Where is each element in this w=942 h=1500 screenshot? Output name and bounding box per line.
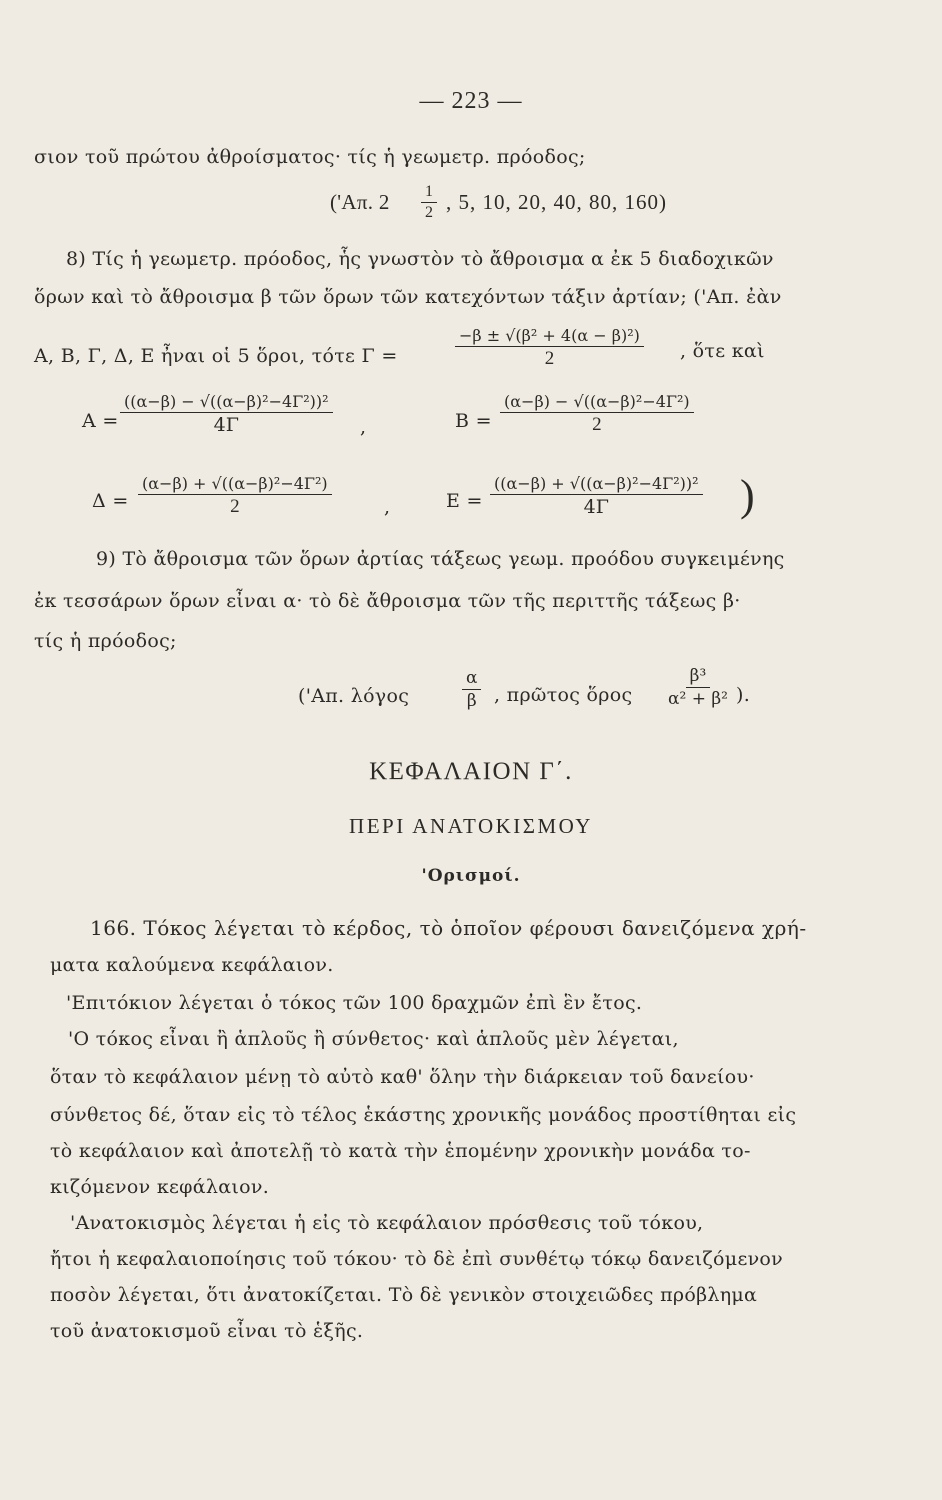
problem-8-line-end: , ὅτε καὶ	[680, 340, 765, 362]
formula-denominator: 2	[544, 348, 555, 369]
formula-d	[138, 474, 332, 518]
fraction-denominator: α² + β²	[668, 689, 728, 709]
formula-a	[120, 392, 333, 436]
closing-parenthesis: )	[740, 471, 755, 520]
paragraph-line: ματα καλούμενα κεφάλαιον.	[50, 954, 334, 976]
answer-9-prefix: ('Απ. λόγος	[298, 685, 410, 707]
formula-b	[500, 392, 694, 436]
formula-numerator: −β ± √(β² + 4(α − β)²)	[455, 326, 644, 347]
chapter-subtitle: ΠΕΡΙ ΑΝΑΤΟΚΙΣΜΟΥ	[349, 814, 593, 838]
page-number: — 223 —	[419, 88, 523, 114]
fraction-numerator: 1	[421, 183, 437, 203]
chapter-title: ΚΕΦΑΛΑΙΟΝ Γ΄.	[369, 758, 573, 785]
formula-numerator: (α−β) − √((α−β)²−4Γ²)	[500, 392, 694, 413]
paragraph-line: τὸ κεφάλαιον καὶ ἀποτελῇ τὸ κατὰ τὴν ἑπομένην χρονικὴν μονάδα το-	[50, 1140, 751, 1162]
formula-denominator: 4Γ	[583, 496, 609, 518]
paragraph-line: τοῦ ἀνατοκισμοῦ εἶναι τὸ ἑξῆς.	[50, 1320, 364, 1342]
formula-label-a: Α =	[82, 410, 119, 432]
problem-9-line: ἐκ τεσσάρων ὅρων εἶναι α· τὸ δὲ ἄθροισμα τῶν τῆς περιττῆς τάξεως β·	[34, 590, 741, 612]
paragraph-line: σύνθετος δέ, ὅταν εἰς τὸ τέλος ἑκάστης χρονικῆς μονάδος προστίθηται εἰς	[50, 1104, 797, 1126]
paragraph-line: ἤτοι ἡ κεφαλαιοποίησις τοῦ τόκου· τὸ δὲ ἐπὶ συνθέτῳ τόκῳ δανειζόμενον	[50, 1248, 784, 1270]
fraction-denominator: 2	[425, 204, 433, 221]
formula-e	[490, 474, 703, 518]
formula-numerator: ((α−β) + √((α−β)²−4Γ²))²	[490, 474, 703, 495]
answer-9-mid: , πρῶτος ὅρος	[494, 684, 633, 706]
ratio-fraction	[462, 668, 481, 711]
answer-7-prefix: ('Απ. 2	[330, 190, 390, 214]
formula-label-b: Β =	[455, 410, 492, 432]
paragraph-line: 166. Τόκος λέγεται τὸ κέρδος, τὸ ὁποῖον φέρουσι δανειζόμενα χρή-	[90, 916, 807, 940]
comma: ,	[360, 416, 367, 438]
paragraph-line: 'Ανατοκισμὸς λέγεται ἡ εἰς τὸ κεφάλαιον πρόσθεσις τοῦ τόκου,	[70, 1212, 704, 1234]
paragraph-line: ποσὸν λέγεται, ὅτι ἀνατοκίζεται. Τὸ δὲ γενικὸν στοιχειῶδες πρόβλημα	[50, 1284, 758, 1306]
fraction-numerator: α	[462, 668, 481, 690]
formula-denominator: 4Γ	[213, 414, 239, 436]
formula-numerator: ((α−β) − √((α−β)²−4Γ²))²	[120, 392, 333, 413]
problem-8-line: Α, Β, Γ, Δ, Ε ἦναι οἱ 5 ὅροι, τότε Γ =	[34, 345, 398, 367]
answer-9-end: ).	[736, 684, 751, 706]
problem-9-line: 9) Τὸ ἄθροισμα τῶν ὅρων ἀρτίας τάξεως γεωμ. προόδου συγκειμένης	[96, 548, 785, 570]
paragraph-line: κιζόμενον κεφάλαιον.	[50, 1176, 270, 1198]
problem-8-line: 8) Τίς ἡ γεωμετρ. πρόοδος, ἧς γνωστὸν τὸ ἄθροισμα α ἐκ 5 διαδοχικῶν	[66, 248, 774, 270]
section-title: 'Ορισμοί.	[421, 866, 521, 886]
answer-7-values: , 5, 10, 20, 40, 80, 160)	[446, 190, 667, 214]
fraction-numerator: β³	[686, 666, 711, 688]
paragraph-line: ὅταν τὸ κεφάλαιον μένῃ τὸ αὐτὸ καθ' ὅλην τὴν διάρκειαν τοῦ δανείου·	[50, 1066, 755, 1088]
fraction-half	[421, 183, 437, 222]
text-line: σιον τοῦ πρώτου ἀθροίσματος· τίς ἡ γεωμετρ. πρόοδος;	[34, 146, 586, 168]
formula-denominator: 2	[592, 414, 602, 435]
formula-numerator: (α−β) + √((α−β)²−4Γ²)	[138, 474, 332, 495]
paragraph-line: 'Επιτόκιον λέγεται ὁ τόκος τῶν 100 δραχμῶν ἐπὶ ἓν ἔτος.	[66, 992, 643, 1014]
problem-8-line: ὅρων καὶ τὸ ἄθροισμα β τῶν ὅρων τῶν κατεχόντων τάξιν ἀρτίαν; ('Απ. ἐὰν	[34, 286, 782, 308]
paragraph-line: 'Ο τόκος εἶναι ἢ ἁπλοῦς ἢ σύνθετος· καὶ ἁπλοῦς μὲν λέγεται,	[68, 1028, 679, 1050]
gamma-formula	[455, 326, 644, 370]
formula-label-d: Δ =	[92, 490, 129, 512]
problem-9-line: τίς ἡ πρόοδος;	[34, 630, 177, 652]
formula-label-e: Ε =	[446, 490, 483, 512]
comma: ,	[384, 496, 391, 518]
first-term-fraction	[668, 666, 728, 709]
fraction-denominator: β	[466, 691, 477, 711]
formula-denominator: 2	[230, 496, 240, 517]
answer-7	[330, 190, 390, 215]
